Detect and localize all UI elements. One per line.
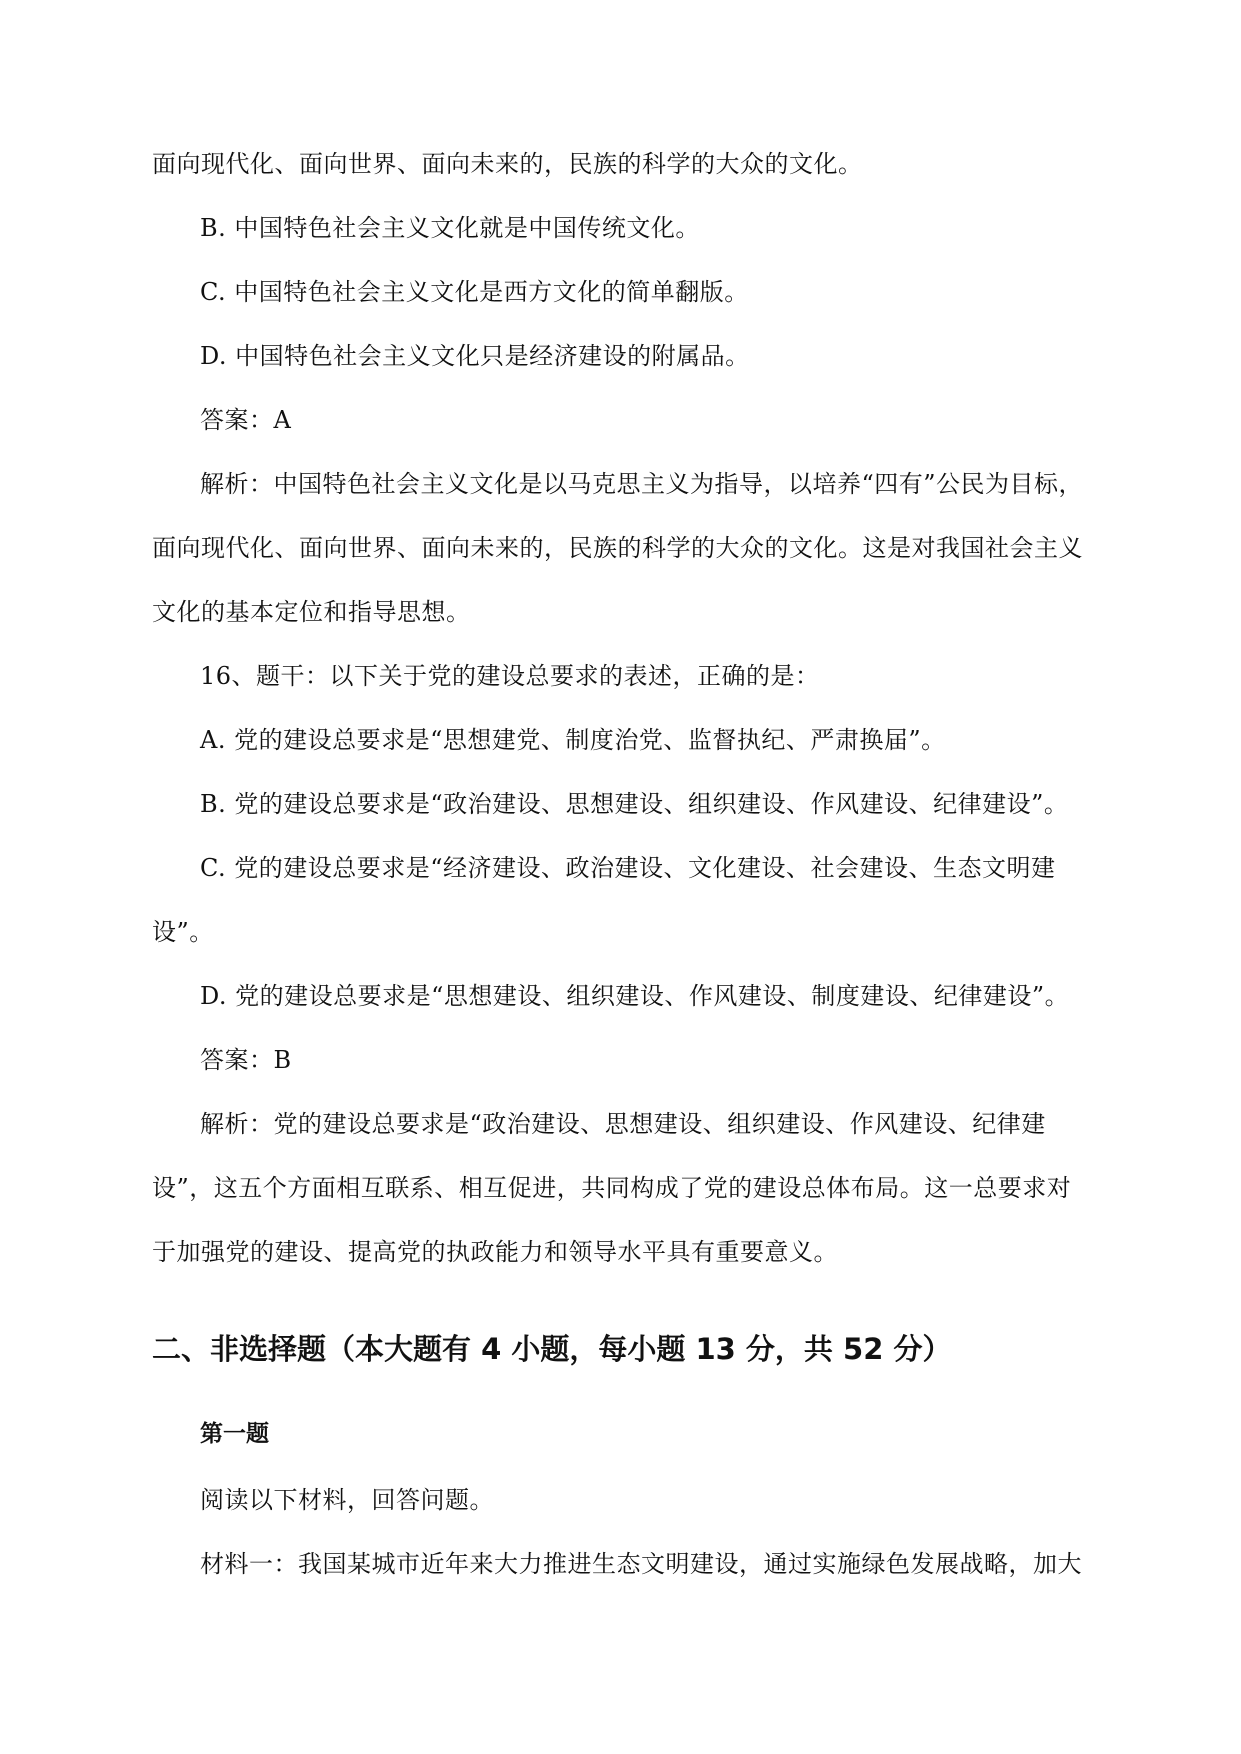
q16-analysis-line-3: 于加强党的建设、提高党的执政能力和领导水平具有重要意义。: [152, 1238, 838, 1266]
q16-option-a: A. 党的建设总要求是“思想建党、制度治党、监督执纪、严肃换届”。: [200, 726, 946, 754]
q16-option-c-line-2: 设”。: [152, 918, 214, 946]
question-1-instruction: 阅读以下材料，回答问题。: [200, 1486, 494, 1514]
q15-option-b: B. 中国特色社会主义文化就是中国传统文化。: [200, 214, 700, 242]
section-2-title: 二、非选择题（本大题有 4 小题，每小题 13 分，共 52 分）: [152, 1332, 952, 1366]
q16-option-b: B. 党的建设总要求是“政治建设、思想建设、组织建设、作风建设、纪律建设”。: [200, 790, 1069, 818]
q15-analysis-line-1: 解析：中国特色社会主义文化是以马克思主义为指导，以培养“四有”公民为目标，: [200, 470, 1084, 498]
q16-stem: 16、题干：以下关于党的建设总要求的表述，正确的是：: [200, 662, 820, 690]
q15-option-d: D. 中国特色社会主义文化只是经济建设的附属品。: [200, 342, 750, 370]
question-1-title: 第一题: [200, 1421, 269, 1447]
q15-answer: 答案：A: [200, 406, 292, 434]
q15-option-c: C. 中国特色社会主义文化是西方文化的简单翻版。: [200, 278, 749, 306]
q15-analysis-line-3: 文化的基本定位和指导思想。: [152, 598, 471, 626]
q16-analysis-line-2: 设”，这五个方面相互联系、相互促进，共同构成了党的建设总体布局。这一总要求对: [152, 1174, 1072, 1202]
q16-option-c-line-1: C. 党的建设总要求是“经济建设、政治建设、文化建设、社会建设、生态文明建: [200, 854, 1056, 882]
q15-analysis-line-2: 面向现代化、面向世界、面向未来的，民族的科学的大众的文化。这是对我国社会主义: [152, 534, 1083, 562]
material-1-line-1: 材料一：我国某城市近年来大力推进生态文明建设，通过实施绿色发展战略，加大: [200, 1550, 1082, 1578]
q16-analysis-line-1: 解析：党的建设总要求是“政治建设、思想建设、组织建设、作风建设、纪律建: [200, 1110, 1046, 1138]
q16-option-d: D. 党的建设总要求是“思想建设、组织建设、作风建设、制度建设、纪律建设”。: [200, 982, 1070, 1010]
q16-answer: 答案：B: [200, 1046, 292, 1074]
q15-option-a-continuation: 面向现代化、面向世界、面向未来的，民族的科学的大众的文化。: [152, 150, 863, 178]
